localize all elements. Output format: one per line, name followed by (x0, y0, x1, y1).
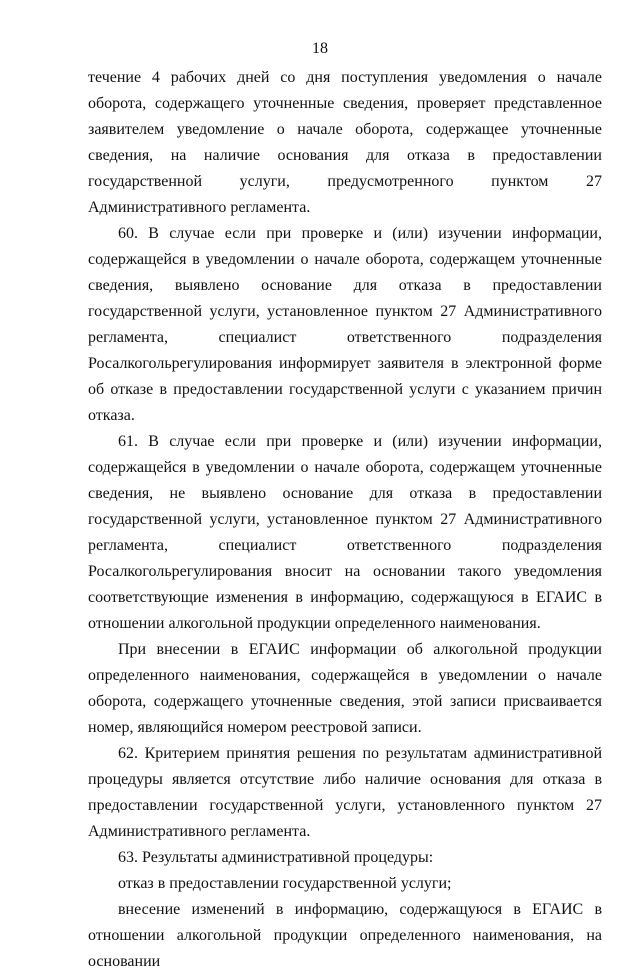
page-number: 18 (312, 40, 328, 57)
paragraph-60: 60. В случае если при проверке и (или) изучении информации, содержащейся в уведомлении о начале оборота, содержащем уточненные сведения, выявлено основание для отказа в предоставлении государственной услуги, установленное пунктом 27 Административного регламента, специалист ответственного подразделения Росалкогольрегулирования информирует заявителя в электронной форме об отказе в предоставлении государственной услуги с указанием причин отказа. (88, 225, 602, 424)
paragraph-result-refusal: отказ в предоставлении государственной услуги; (118, 875, 452, 892)
document-body (88, 65, 602, 975)
paragraph-result-changes: внесение изменений в информацию, содержащуюся в ЕГАИС в отношении алкогольной продукции определенного наименования, на основании (88, 901, 602, 970)
paragraph-continuation: течение 4 рабочих дней со дня поступления уведомления о начале оборота, содержащего уточненные сведения, проверяет представленное заявителем уведомление о начале оборота, содержащее уточненные сведения, на наличие основания для отказа в предоставлении государственной услуги, предусмотренного пунктом 27 Административного регламента. (88, 69, 602, 216)
paragraph-62: 62. Критерием принятия решения по результатам административной процедуры является отсутствие либо наличие основания для отказа в предоставлении государственной услуги, установленного пунктом 27 Административного регламента. (88, 745, 602, 840)
paragraph-63: 63. Результаты административной процедуры: (118, 849, 434, 866)
paragraph-61: 61. В случае если при проверке и (или) изучении информации, содержащейся в уведомлении о начале оборота, содержащем уточненные сведения, не выявлено основание для отказа в предоставлении государственной услуги, установленное пунктом 27 Административного регламента, специалист ответственного подразделения Росалкогольрегулирования вносит на основании такого уведомления соответствующие изменения в информацию, содержащуюся в ЕГАИС в отношении алкогольной продукции определенного наименования. (88, 433, 602, 632)
paragraph-registry-entry: При внесении в ЕГАИС информации об алкогольной продукции определенного наименования, содержащейся в уведомлении о начале оборота, содержащего уточненные сведения, этой записи присваивается номер, являющийся номером реестровой записи. (88, 641, 602, 736)
